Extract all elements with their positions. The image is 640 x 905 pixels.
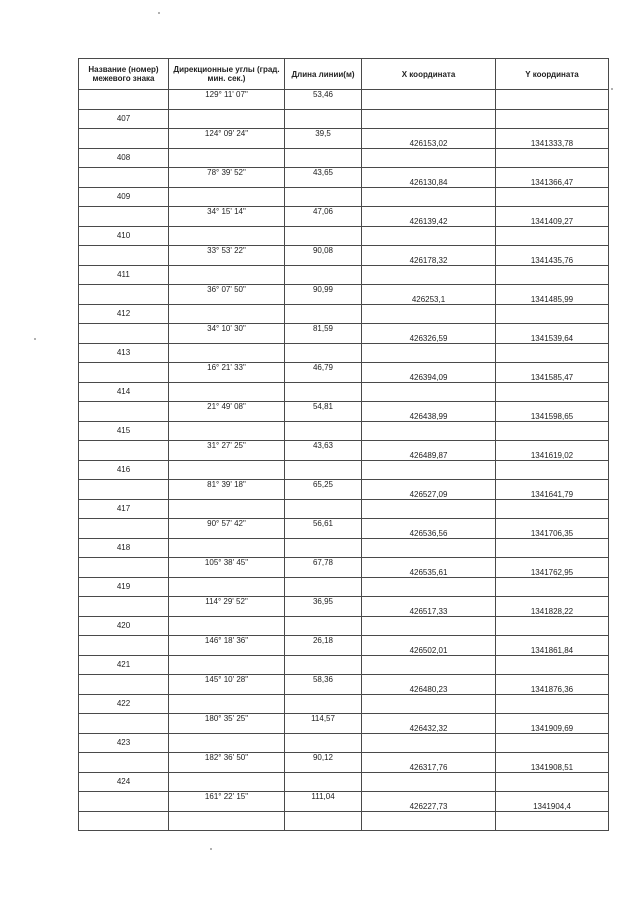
y-coordinate-cell: [496, 109, 609, 129]
header-direction-angle: Дирекционные углы (град. мин. сек.): [169, 59, 285, 90]
x-coordinate-cell: 426432,32: [362, 714, 496, 734]
line-length-cell: 90,08: [285, 246, 362, 266]
line-row: [79, 792, 609, 812]
line-row: [79, 714, 609, 734]
x-coordinate-cell: 426253,1: [362, 285, 496, 305]
line-length-cell: [285, 421, 362, 441]
line-row: [79, 441, 609, 461]
direction-angle-cell: [169, 343, 285, 363]
point-name-cell: 424: [79, 772, 169, 792]
line-row: [79, 168, 609, 188]
x-coordinate-cell: [362, 499, 496, 519]
direction-angle-cell: [169, 148, 285, 168]
point-name-cell: [79, 811, 169, 831]
point-name-cell: [79, 753, 169, 773]
header-line-length: Длина линии(м): [285, 59, 362, 90]
y-coordinate-cell: 1341598,65: [496, 402, 609, 422]
line-length-cell: [285, 577, 362, 597]
point-name-cell: [79, 597, 169, 617]
direction-angle-cell: 78° 39' 52": [169, 168, 285, 188]
direction-angle-cell: [169, 616, 285, 636]
y-coordinate-cell: [496, 733, 609, 753]
point-row: [79, 382, 609, 402]
y-coordinate-cell: [496, 694, 609, 714]
y-coordinate-cell: 1341641,79: [496, 480, 609, 500]
direction-angle-cell: [169, 772, 285, 792]
line-row: [79, 207, 609, 227]
point-row: [79, 265, 609, 285]
line-length-cell: 53,46: [285, 90, 362, 110]
line-length-cell: [285, 694, 362, 714]
line-length-cell: 90,99: [285, 285, 362, 305]
point-name-cell: 416: [79, 460, 169, 480]
direction-angle-cell: 34° 10' 30": [169, 324, 285, 344]
point-row: [79, 421, 609, 441]
x-coordinate-cell: [362, 304, 496, 324]
point-row: [79, 226, 609, 246]
y-coordinate-cell: [496, 265, 609, 285]
line-row: [79, 480, 609, 500]
y-coordinate-cell: 1341876,36: [496, 675, 609, 695]
line-length-cell: [285, 811, 362, 831]
direction-angle-cell: [169, 265, 285, 285]
point-name-cell: 420: [79, 616, 169, 636]
y-coordinate-cell: 1341619,02: [496, 441, 609, 461]
direction-angle-cell: 81° 39' 18": [169, 480, 285, 500]
line-length-cell: 36,95: [285, 597, 362, 617]
y-coordinate-cell: 1341909,69: [496, 714, 609, 734]
line-length-cell: [285, 265, 362, 285]
point-name-cell: 411: [79, 265, 169, 285]
direction-angle-cell: 36° 07' 50": [169, 285, 285, 305]
x-coordinate-cell: [362, 421, 496, 441]
x-coordinate-cell: 426394,09: [362, 363, 496, 383]
point-name-cell: [79, 558, 169, 578]
y-coordinate-cell: [496, 499, 609, 519]
x-coordinate-cell: [362, 577, 496, 597]
point-name-cell: [79, 441, 169, 461]
direction-angle-cell: [169, 694, 285, 714]
point-name-cell: [79, 129, 169, 149]
line-length-cell: 90,12: [285, 753, 362, 773]
y-coordinate-cell: 1341333,78: [496, 129, 609, 149]
point-name-cell: [79, 168, 169, 188]
line-length-cell: 46,79: [285, 363, 362, 383]
line-length-cell: [285, 226, 362, 246]
point-name-cell: 413: [79, 343, 169, 363]
point-name-cell: 417: [79, 499, 169, 519]
y-coordinate-cell: [496, 421, 609, 441]
x-coordinate-cell: 426326,59: [362, 324, 496, 344]
direction-angle-cell: 31° 27' 25": [169, 441, 285, 461]
point-name-cell: [79, 90, 169, 110]
line-length-cell: 26,18: [285, 636, 362, 656]
x-coordinate-cell: [362, 382, 496, 402]
header-x-coordinate: X координата: [362, 59, 496, 90]
y-coordinate-cell: [496, 304, 609, 324]
line-row: [79, 675, 609, 695]
point-name-cell: [79, 519, 169, 539]
point-name-cell: 414: [79, 382, 169, 402]
line-row: [79, 519, 609, 539]
x-coordinate-cell: [362, 343, 496, 363]
point-row: [79, 577, 609, 597]
x-coordinate-cell: 426317,76: [362, 753, 496, 773]
point-row: [79, 499, 609, 519]
line-length-cell: [285, 304, 362, 324]
point-name-cell: 418: [79, 538, 169, 558]
line-length-cell: [285, 655, 362, 675]
line-length-cell: 111,04: [285, 792, 362, 812]
y-coordinate-cell: [496, 538, 609, 558]
scan-speck: [34, 338, 36, 340]
direction-angle-cell: [169, 109, 285, 129]
x-coordinate-cell: 426527,09: [362, 480, 496, 500]
y-coordinate-cell: [496, 90, 609, 110]
point-name-cell: 415: [79, 421, 169, 441]
line-length-cell: 47,06: [285, 207, 362, 227]
point-row: [79, 148, 609, 168]
point-row: [79, 694, 609, 714]
y-coordinate-cell: [496, 655, 609, 675]
y-coordinate-cell: 1341435,76: [496, 246, 609, 266]
line-length-cell: [285, 460, 362, 480]
line-row: [79, 246, 609, 266]
x-coordinate-cell: [362, 811, 496, 831]
x-coordinate-cell: [362, 616, 496, 636]
direction-angle-cell: [169, 655, 285, 675]
point-row: [79, 538, 609, 558]
point-name-cell: [79, 363, 169, 383]
y-coordinate-cell: [496, 460, 609, 480]
y-coordinate-cell: 1341539,64: [496, 324, 609, 344]
y-coordinate-cell: [496, 382, 609, 402]
line-length-cell: 65,25: [285, 480, 362, 500]
line-length-cell: 54,81: [285, 402, 362, 422]
point-name-cell: [79, 207, 169, 227]
point-row: [79, 616, 609, 636]
point-name-cell: [79, 480, 169, 500]
direction-angle-cell: 105° 38' 45": [169, 558, 285, 578]
direction-angle-cell: [169, 733, 285, 753]
x-coordinate-cell: 426489,87: [362, 441, 496, 461]
point-name-cell: 419: [79, 577, 169, 597]
line-length-cell: [285, 109, 362, 129]
y-coordinate-cell: [496, 772, 609, 792]
point-row: [79, 460, 609, 480]
point-name-cell: [79, 324, 169, 344]
y-coordinate-cell: [496, 226, 609, 246]
x-coordinate-cell: 426227,73: [362, 792, 496, 812]
point-name-cell: [79, 675, 169, 695]
y-coordinate-cell: 1341904,4: [496, 792, 609, 812]
x-coordinate-cell: 426130,84: [362, 168, 496, 188]
x-coordinate-cell: 426517,33: [362, 597, 496, 617]
line-length-cell: 39,5: [285, 129, 362, 149]
y-coordinate-cell: 1341908,51: [496, 753, 609, 773]
x-coordinate-cell: [362, 694, 496, 714]
direction-angle-cell: [169, 811, 285, 831]
x-coordinate-cell: 426536,56: [362, 519, 496, 539]
x-coordinate-cell: [362, 538, 496, 558]
header-point-name: Название (номер) межевого знака: [79, 59, 169, 90]
direction-angle-cell: [169, 226, 285, 246]
direction-angle-cell: 146° 18' 36": [169, 636, 285, 656]
point-name-cell: [79, 636, 169, 656]
point-name-cell: 410: [79, 226, 169, 246]
line-length-cell: 43,63: [285, 441, 362, 461]
boundary-points-table: [78, 58, 609, 831]
line-row: [79, 753, 609, 773]
line-row: [79, 636, 609, 656]
table-header-row: [79, 59, 609, 90]
line-length-cell: [285, 772, 362, 792]
x-coordinate-cell: [362, 226, 496, 246]
direction-angle-cell: 33° 53' 22": [169, 246, 285, 266]
point-name-cell: [79, 714, 169, 734]
line-length-cell: 56,61: [285, 519, 362, 539]
x-coordinate-cell: [362, 90, 496, 110]
y-coordinate-cell: 1341366,47: [496, 168, 609, 188]
direction-angle-cell: [169, 304, 285, 324]
line-row: [79, 90, 609, 110]
direction-angle-cell: [169, 421, 285, 441]
x-coordinate-cell: 426480,23: [362, 675, 496, 695]
x-coordinate-cell: [362, 655, 496, 675]
x-coordinate-cell: 426139,42: [362, 207, 496, 227]
point-name-cell: 407: [79, 109, 169, 129]
x-coordinate-cell: [362, 109, 496, 129]
y-coordinate-cell: [496, 187, 609, 207]
direction-angle-cell: [169, 460, 285, 480]
line-length-cell: [285, 343, 362, 363]
line-length-cell: 43,65: [285, 168, 362, 188]
y-coordinate-cell: 1341585,47: [496, 363, 609, 383]
line-length-cell: [285, 499, 362, 519]
direction-angle-cell: [169, 187, 285, 207]
point-name-cell: 423: [79, 733, 169, 753]
y-coordinate-cell: 1341762,95: [496, 558, 609, 578]
x-coordinate-cell: 426153,02: [362, 129, 496, 149]
point-row: [79, 343, 609, 363]
point-row: [79, 187, 609, 207]
line-row: [79, 324, 609, 344]
direction-angle-cell: 145° 10' 28": [169, 675, 285, 695]
point-name-cell: 409: [79, 187, 169, 207]
direction-angle-cell: 114° 29' 52": [169, 597, 285, 617]
y-coordinate-cell: 1341706,35: [496, 519, 609, 539]
x-coordinate-cell: 426535,61: [362, 558, 496, 578]
y-coordinate-cell: [496, 616, 609, 636]
x-coordinate-cell: [362, 460, 496, 480]
direction-angle-cell: [169, 538, 285, 558]
point-name-cell: 422: [79, 694, 169, 714]
direction-angle-cell: 161° 22' 15": [169, 792, 285, 812]
scan-speck: [611, 88, 613, 90]
line-length-cell: 114,57: [285, 714, 362, 734]
line-length-cell: 58,36: [285, 675, 362, 695]
line-length-cell: [285, 148, 362, 168]
point-row: [79, 772, 609, 792]
point-name-cell: 408: [79, 148, 169, 168]
y-coordinate-cell: 1341409,27: [496, 207, 609, 227]
direction-angle-cell: [169, 577, 285, 597]
x-coordinate-cell: 426502,01: [362, 636, 496, 656]
line-row: [79, 285, 609, 305]
x-coordinate-cell: [362, 148, 496, 168]
line-row: [79, 129, 609, 149]
point-row: [79, 733, 609, 753]
point-name-cell: [79, 246, 169, 266]
direction-angle-cell: 90° 57' 42": [169, 519, 285, 539]
line-row: [79, 402, 609, 422]
point-name-cell: [79, 285, 169, 305]
y-coordinate-cell: [496, 148, 609, 168]
point-name-cell: [79, 402, 169, 422]
point-row: [79, 811, 609, 831]
direction-angle-cell: 34° 15' 14": [169, 207, 285, 227]
y-coordinate-cell: 1341861,84: [496, 636, 609, 656]
direction-angle-cell: 16° 21' 33": [169, 363, 285, 383]
line-length-cell: [285, 382, 362, 402]
direction-angle-cell: [169, 382, 285, 402]
line-length-cell: [285, 733, 362, 753]
point-row: [79, 304, 609, 324]
line-length-cell: [285, 616, 362, 636]
line-length-cell: 67,78: [285, 558, 362, 578]
line-length-cell: [285, 538, 362, 558]
x-coordinate-cell: [362, 187, 496, 207]
scan-speck: [210, 848, 212, 850]
header-y-coordinate: Y координата: [496, 59, 609, 90]
direction-angle-cell: [169, 499, 285, 519]
scan-speck: [158, 12, 160, 14]
x-coordinate-cell: [362, 772, 496, 792]
y-coordinate-cell: [496, 343, 609, 363]
y-coordinate-cell: [496, 577, 609, 597]
y-coordinate-cell: 1341485,99: [496, 285, 609, 305]
x-coordinate-cell: [362, 265, 496, 285]
direction-angle-cell: 129° 11' 07": [169, 90, 285, 110]
x-coordinate-cell: 426178,32: [362, 246, 496, 266]
line-row: [79, 363, 609, 383]
point-row: [79, 655, 609, 675]
line-row: [79, 597, 609, 617]
point-row: [79, 109, 609, 129]
x-coordinate-cell: [362, 733, 496, 753]
x-coordinate-cell: 426438,99: [362, 402, 496, 422]
y-coordinate-cell: 1341828,22: [496, 597, 609, 617]
line-length-cell: [285, 187, 362, 207]
point-name-cell: [79, 792, 169, 812]
direction-angle-cell: 21° 49' 08": [169, 402, 285, 422]
line-row: [79, 558, 609, 578]
line-length-cell: 81,59: [285, 324, 362, 344]
direction-angle-cell: 180° 35' 25": [169, 714, 285, 734]
point-name-cell: 412: [79, 304, 169, 324]
direction-angle-cell: 182° 36' 50": [169, 753, 285, 773]
point-name-cell: 421: [79, 655, 169, 675]
y-coordinate-cell: [496, 811, 609, 831]
direction-angle-cell: 124° 09' 24": [169, 129, 285, 149]
